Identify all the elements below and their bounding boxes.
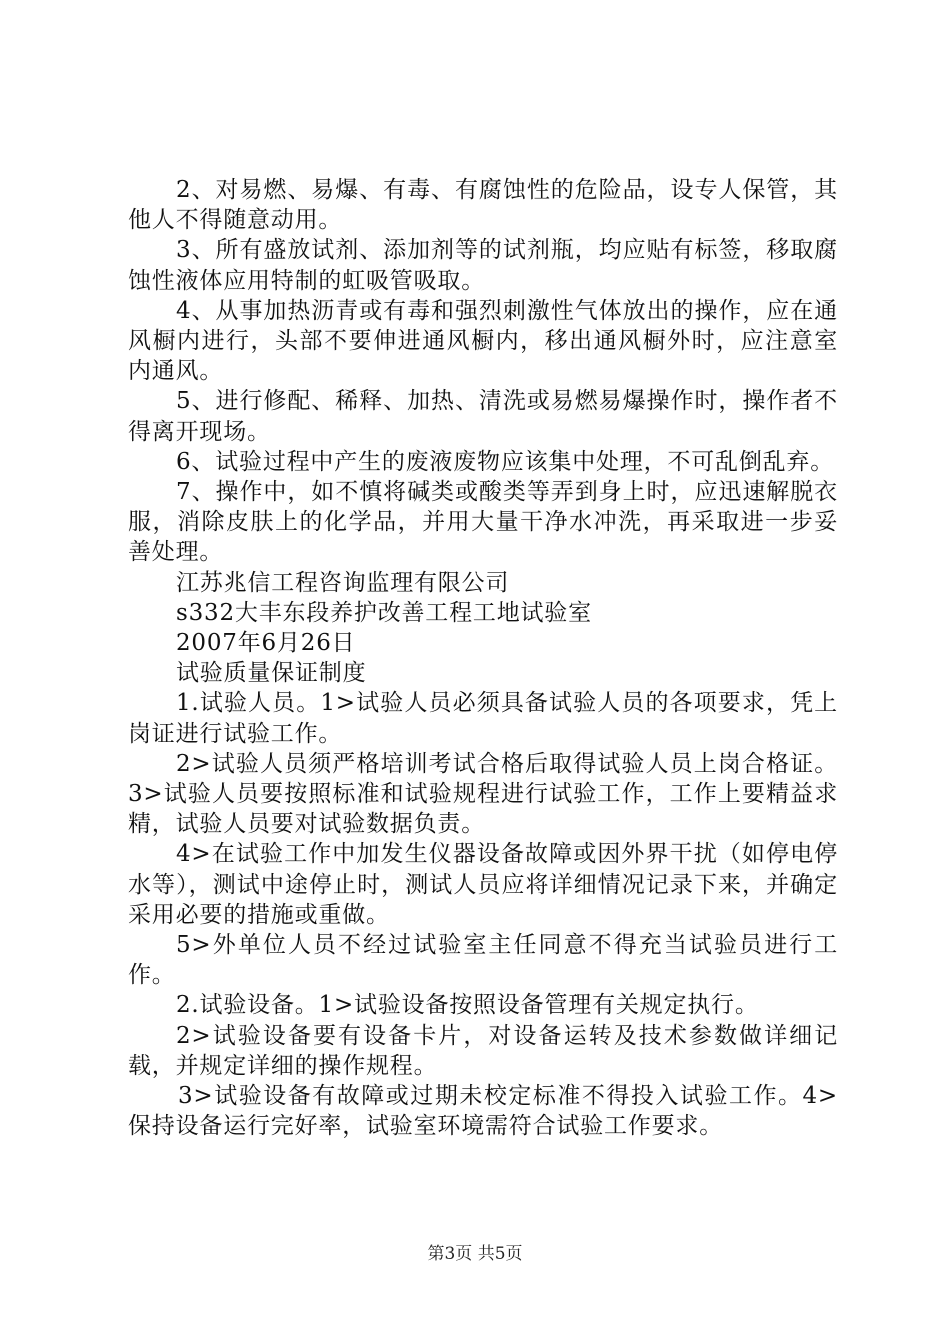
equipment-paragraph-1: 2.试验设备。1>试验设备按照设备管理有关规定执行。 [176, 992, 759, 1019]
rule-paragraph-2: 2、对易燃、易爆、有毒、有腐蚀性的危险品，设专人保管，其他人不得随意动用。 [128, 177, 838, 234]
company-name: 江苏兆信工程咨询监理有限公司 [176, 569, 510, 596]
document-date: 2007年6月26日 [176, 630, 356, 657]
personnel-paragraph-5: 5>外单位人员不经过试验室主任同意不得充当试验员进行工作。 [128, 932, 838, 989]
personnel-paragraph-2: 2>试验人员须严格培训考试合格后取得试验人员上岗合格证。3>试验人员要按照标准和试验规程进行试验工作，工作上要精益求精，试验人员要对试验数据负责。 [128, 750, 838, 838]
personnel-paragraph-4: 4>在试验工作中加发生仪器设备故障或因外界干扰（如停电停水等），测试中途停止时，测试人员应将详细情况记录下来，并确定采用必要的措施或重做。 [128, 841, 838, 928]
page-number-footer: 第3页 共5页 [427, 1244, 523, 1264]
equipment-paragraph-2: 2>试验设备要有设备卡片，对设备运转及技术参数做详细记载，并规定详细的操作规程。 [128, 1022, 838, 1079]
rule-paragraph-3: 3、所有盛放试剂、添加剂等的试剂瓶，均应贴有标签，移取腐蚀性液体应用特制的虹吸管吸取。 [128, 237, 838, 294]
section-title: 试验质量保证制度 [176, 660, 367, 687]
lab-name: s332大丰东段养护改善工程工地试验室 [176, 599, 592, 626]
rule-paragraph-6: 6、试验过程中产生的废液废物应该集中处理，不可乱倒乱弃。 [176, 448, 835, 475]
rule-paragraph-4: 4、从事加热沥青或有毒和强烈刺激性气体放出的操作，应在通风橱内进行，头部不要伸进通风橱内，移出通风橱外时，应注意室内通风。 [128, 297, 838, 385]
rule-paragraph-5: 5、进行修配、稀释、加热、清洗或易燃易爆操作时，操作者不得离开现场。 [128, 388, 838, 445]
rule-paragraph-7: 7、操作中，如不慎将碱类或酸类等弄到身上时，应迅速解脱衣服，消除皮肤上的化学品，并用大量干净水冲洗，再采取进一步妥善处理。 [128, 479, 838, 566]
personnel-paragraph-1: 1.试验人员。1>试验人员必须具备试验人员的各项要求，凭上岗证进行试验工作。 [128, 690, 838, 747]
document-body [128, 175, 838, 1142]
equipment-paragraph-3: 3>试验设备有故障或过期未校定标准不得投入试验工作。4>保持设备运行完好率，试验室环境需符合试验工作要求。 [128, 1083, 838, 1140]
